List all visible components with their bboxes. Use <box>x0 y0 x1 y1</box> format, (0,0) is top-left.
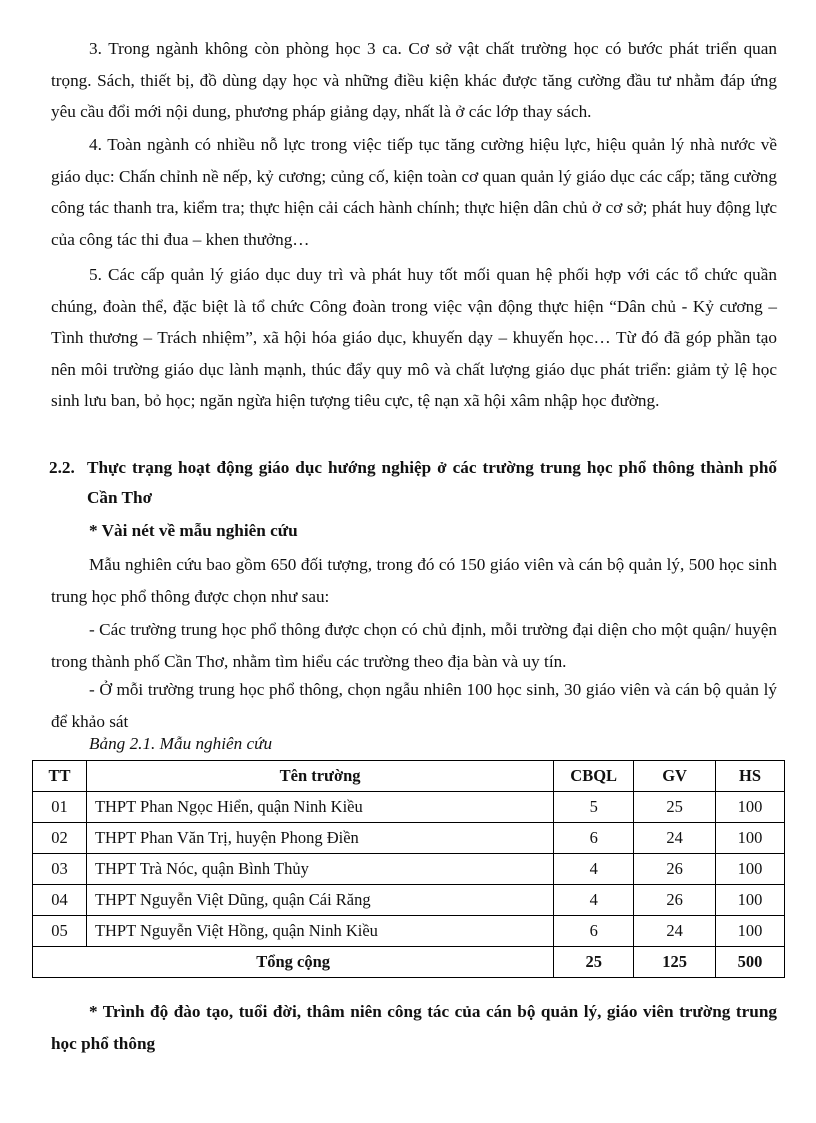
cell-hs: 100 <box>716 916 785 947</box>
paragraph-3: 3. Trong ngành không còn phòng học 3 ca. Cơ sở vật chất trường học có bước phát triển quan trọng. Sách, thiết bị, đồ dùng dạy học và những điều kiện khác được tăng cường đầu tư nhằm đáp ứng yêu cầu đổi mới nội dung, phương pháp giảng dạy, nhất là ở các lớp thay sách. <box>51 39 777 121</box>
cell-tt: 02 <box>33 823 87 854</box>
total-gv: 125 <box>634 947 716 978</box>
cell-tt: 04 <box>33 885 87 916</box>
cell-school: THPT Nguyễn Việt Dũng, quận Cái Răng <box>86 885 553 916</box>
total-label: Tổng cộng <box>33 947 554 978</box>
cell-hs: 100 <box>716 885 785 916</box>
cell-gv: 26 <box>634 854 716 885</box>
section-title: Thực trạng hoạt động giáo dục hướng nghiệp ở các trường trung học phổ thông thành phố Cần Thơ <box>87 458 777 507</box>
cell-tt: 03 <box>33 854 87 885</box>
cell-school: THPT Nguyễn Việt Hồng, quận Ninh Kiều <box>86 916 553 947</box>
cell-gv: 24 <box>634 916 716 947</box>
cell-hs: 100 <box>716 792 785 823</box>
cell-gv: 24 <box>634 823 716 854</box>
cell-gv: 26 <box>634 885 716 916</box>
cell-hs: 100 <box>716 823 785 854</box>
subsection-title: * Vài nét về mẫu nghiên cứu <box>89 521 298 540</box>
cell-hs: 100 <box>716 854 785 885</box>
cell-cbql: 4 <box>554 854 634 885</box>
total-hs: 500 <box>716 947 785 978</box>
table-row <box>33 885 785 916</box>
section-heading <box>49 453 777 512</box>
header-gv: GV <box>634 761 716 792</box>
cell-tt: 01 <box>33 792 87 823</box>
cell-cbql: 5 <box>554 792 634 823</box>
table-row <box>33 823 785 854</box>
header-cbql: CBQL <box>554 761 634 792</box>
sample-table <box>32 760 785 978</box>
table-header-row <box>33 761 785 792</box>
cell-cbql: 4 <box>554 885 634 916</box>
table-total-row <box>33 947 785 978</box>
header-school-name: Tên trường <box>86 761 553 792</box>
paragraph-5: 5. Các cấp quản lý giáo dục duy trì và phát huy tốt mối quan hệ phối hợp với các tổ chức quần chúng, đoàn thể, đặc biệt là tổ chức Công đoàn trong việc vận động thực hiện “Dân chủ - Kỷ cương – Tình thương – Trách nhiệm”, xã hội hóa giáo dục, khuyến dạy – khuyến học… Từ đó đã góp phần tạo nên môi trường giáo dục lành mạnh, thúc đẩy quy mô và chất lượng giáo dục phát triển: giảm tỷ lệ học sinh lưu ban, bỏ học; ngăn ngừa hiện tượng tiêu cực, tệ nạn xã hội xâm nhập học đường. <box>51 265 777 410</box>
sample-bullet-1: - Các trường trung học phổ thông được chọn có chủ định, mỗi trường đại diện cho một quận/ huyện trong thành phố Cần Thơ, nhằm tìm hiểu các trường theo địa bàn và uy tín. <box>51 620 777 671</box>
cell-school: THPT Phan Văn Trị, huyện Phong Điền <box>86 823 553 854</box>
paragraph-4: 4. Toàn ngành có nhiều nỗ lực trong việc tiếp tục tăng cường hiệu lực, hiệu quản lý nhà nước về giáo dục: Chấn chỉnh nề nếp, kỷ cương; củng cố, kiện toàn cơ quan quản lý giáo dục các cấp; tăng cường công tác thanh tra, kiểm tra; thực hiện cải cách hành chính; thực hiện dân chủ ở cơ sở; phát huy động lực của công tác thi đua – khen thưởng… <box>51 135 777 249</box>
cell-gv: 25 <box>634 792 716 823</box>
cell-cbql: 6 <box>554 916 634 947</box>
table-caption: Bảng 2.1. Mẫu nghiên cứu <box>89 734 273 753</box>
table-row <box>33 792 785 823</box>
sample-bullet-2: - Ở mỗi trường trung học phổ thông, chọn ngẫu nhiên 100 học sinh, 30 giáo viên và cán bộ quản lý để khảo sát <box>51 680 777 731</box>
table-row <box>33 916 785 947</box>
table-row <box>33 854 785 885</box>
cell-school: THPT Phan Ngọc Hiển, quận Ninh Kiều <box>86 792 553 823</box>
sample-intro: Mẫu nghiên cứu bao gồm 650 đối tượng, trong đó có 150 giáo viên và cán bộ quản lý, 500 học sinh trung học phổ thông được chọn như sau: <box>51 555 777 606</box>
cell-cbql: 6 <box>554 823 634 854</box>
next-section-heading: * Trình độ đào tạo, tuổi đời, thâm niên công tác của cán bộ quản lý, giáo viên trường trung học phổ thông <box>51 1002 777 1053</box>
header-tt: TT <box>33 761 87 792</box>
header-hs: HS <box>716 761 785 792</box>
section-number: 2.2. <box>49 458 75 477</box>
total-cbql: 25 <box>554 947 634 978</box>
cell-school: THPT Trà Nóc, quận Bình Thủy <box>86 854 553 885</box>
cell-tt: 05 <box>33 916 87 947</box>
